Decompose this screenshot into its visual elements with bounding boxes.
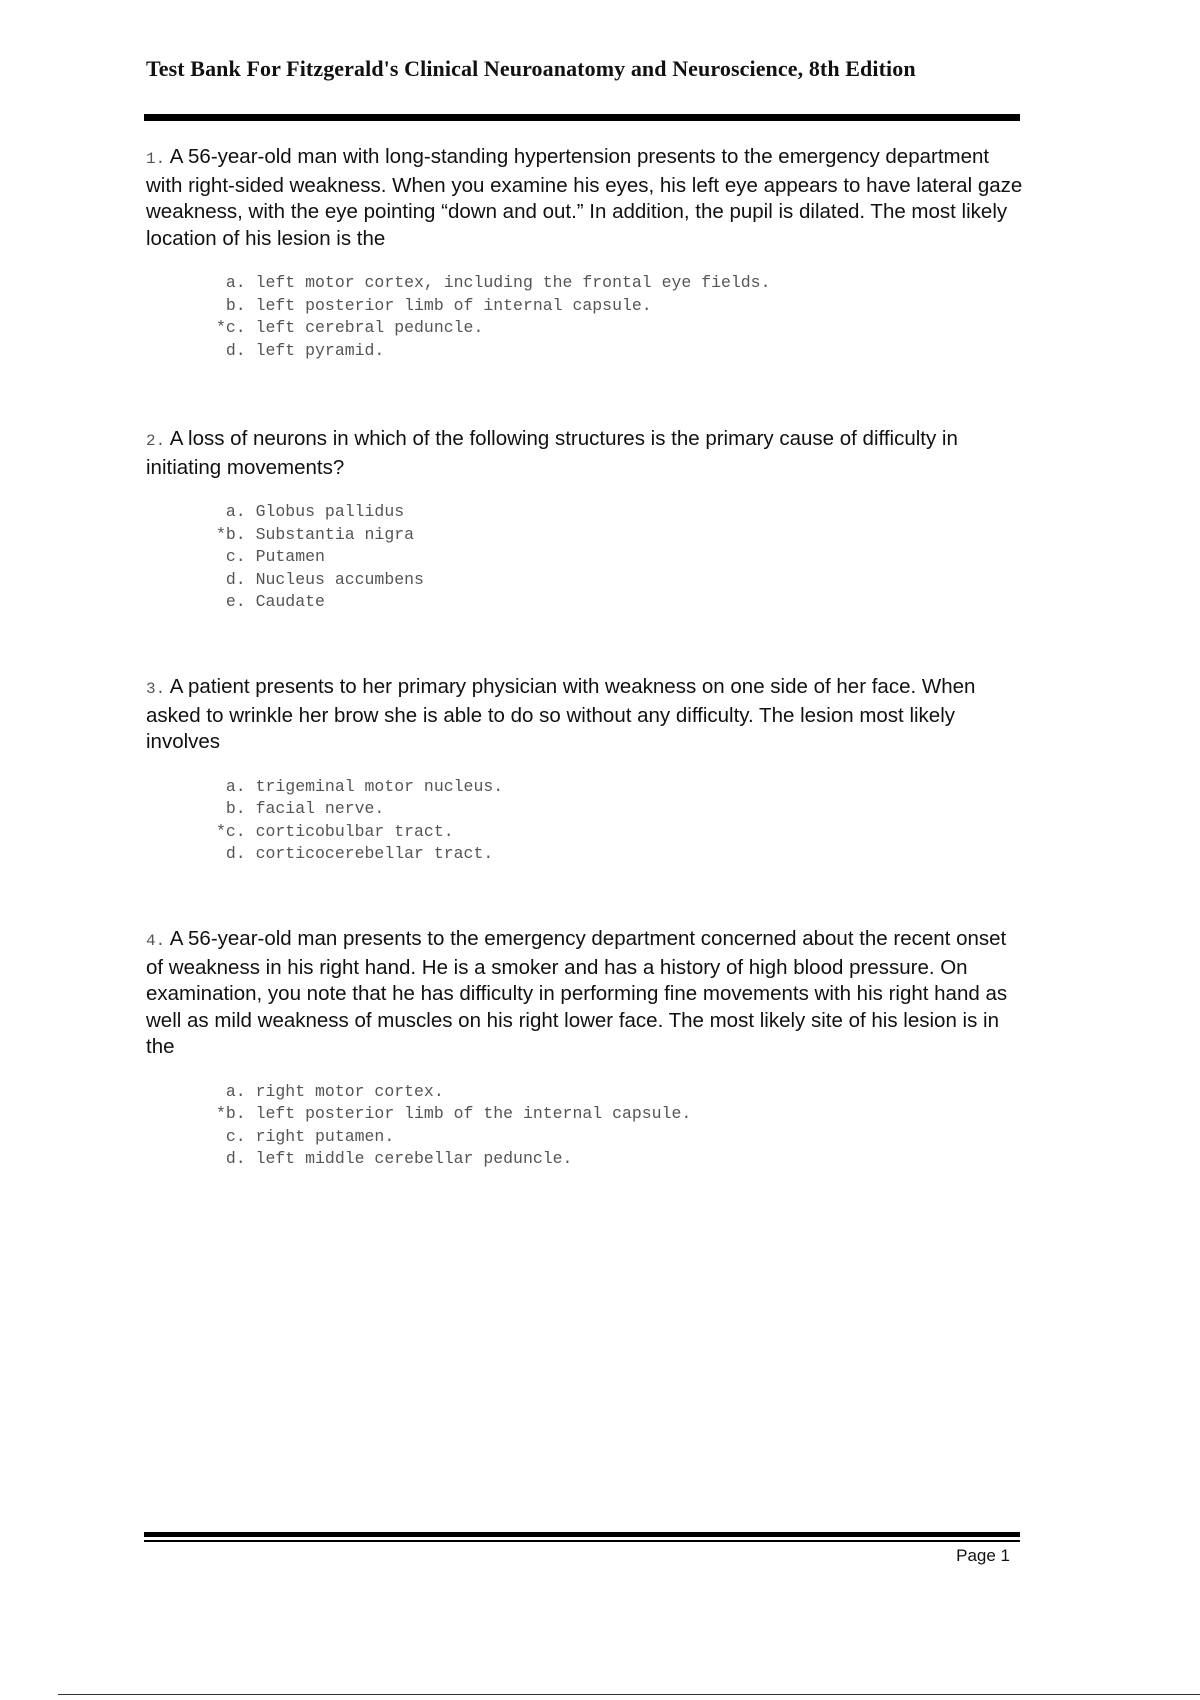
answer-option: *b. Substantia nigra (216, 524, 415, 544)
page-number: Page 1 (956, 1546, 1010, 1565)
answer-option: d. left middle cerebellar peduncle. (216, 1149, 573, 1168)
question-2 (146, 426, 1026, 614)
question-number: 4. (146, 932, 166, 950)
page-edge-line (58, 1694, 1200, 1695)
question-stem (146, 674, 1026, 756)
question-number: 3. (146, 680, 166, 698)
question-number: 1. (146, 150, 166, 168)
answer-options (146, 776, 1026, 866)
answer-option: d. corticocerebellar tract. (216, 844, 494, 863)
answer-option: d. Nucleus accumbens (216, 569, 424, 589)
answer-options (146, 501, 1026, 614)
footer-rule-thin (144, 1540, 1020, 1542)
answer-option: *c. corticobulbar tract. (216, 821, 454, 841)
question-4 (146, 926, 1026, 1171)
answer-option: c. right putamen. (216, 1126, 395, 1146)
answer-option: a. trigeminal motor nucleus. (216, 776, 504, 796)
answer-option: a. Globus pallidus (216, 502, 405, 521)
answer-option: b. left posterior limb of internal capsule. (216, 295, 652, 315)
answer-option: c. Putamen (216, 547, 325, 566)
answer-option: *c. left cerebral peduncle. (216, 318, 484, 337)
question-3 (146, 674, 1026, 866)
answer-option: b. facial nerve. (216, 799, 385, 818)
answer-options (146, 272, 1026, 362)
answer-option: a. right motor cortex. (216, 1081, 444, 1101)
question-stem (146, 144, 1026, 252)
footer-rule (144, 1532, 1020, 1537)
answer-option: *b. left posterior limb of the internal capsule. (216, 1104, 692, 1123)
answer-option: a. left motor cortex, including the frontal eye fields. (216, 273, 771, 292)
question-1 (146, 144, 1026, 362)
question-text: A 56-year-old man presents to the emergency department concerned about the recent onset of weakness in his right hand. He is a smoker and has a history of high blood pressure. On examination, you note that he has difficulty in performing fine movements with his right hand as well as mild weakness of muscles on his right lower face. The most likely site of his lesion is in the (146, 927, 1008, 1058)
question-text: A loss of neurons in which of the following structures is the primary cause of difficulty in initiating movements? (146, 427, 958, 479)
header-rule (144, 114, 1020, 121)
question-stem (146, 926, 1026, 1061)
page-header-title: Test Bank For Fitzgerald's Clinical Neuroanatomy and Neuroscience, 8th Edition (146, 56, 916, 81)
question-stem (146, 426, 1026, 481)
question-text: A 56-year-old man with long-standing hypertension presents to the emergency department with right-sided weakness. When you examine his eyes, his left eye appears to have lateral gaze weakness, with the eye pointing “down and out.” In addition, the pupil is dilated. The most likely location of his lesion is the (146, 145, 1023, 250)
answer-option: d. left pyramid. (216, 340, 385, 360)
question-text: A patient presents to her primary physician with weakness on one side of her face. When asked to wrinkle her brow she is able to do so without any difficulty. The lesion most likely involves (146, 675, 976, 753)
answer-option: e. Caudate (216, 592, 325, 611)
answer-options (146, 1081, 1026, 1171)
question-number: 2. (146, 432, 166, 450)
